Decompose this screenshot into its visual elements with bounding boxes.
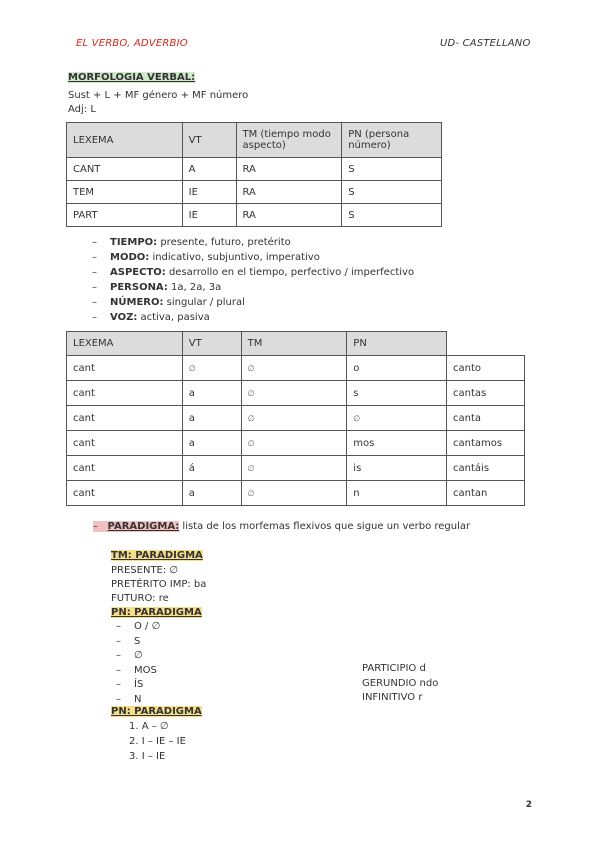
table-row (67, 356, 525, 381)
table-cell: cant (67, 456, 183, 481)
participio: PARTICIPIO d (362, 663, 426, 674)
null-morpheme: ∅ (347, 406, 447, 431)
table-cell: cant (67, 431, 183, 456)
category-text: indicativo, subjuntivo, imperativo (149, 252, 320, 263)
infinitivo: INFINITIVO r (362, 692, 423, 703)
pn-paradigma-title (111, 606, 202, 620)
null-morpheme: ∅ (241, 456, 347, 481)
table-cell: mos (347, 431, 447, 456)
table-cell: s (347, 381, 447, 406)
table-cell: cant (67, 481, 183, 506)
table-header-cell: PN (347, 332, 447, 356)
null-morpheme: ∅ (241, 356, 347, 381)
list-item: – MOS (116, 664, 160, 679)
null-morpheme: ∅ (182, 356, 241, 381)
table-header-cell: TM (241, 332, 347, 356)
table-row (67, 381, 525, 406)
table-cell: a (182, 431, 241, 456)
table-cell: A (182, 158, 236, 181)
list-item: – O / ∅ (116, 620, 160, 635)
table-cell: cantas (447, 381, 525, 406)
table-header-cell: VT (182, 332, 241, 356)
table-cell: S (342, 158, 442, 181)
category-label: TIEMPO: (110, 237, 158, 248)
paradigma-definition (93, 520, 470, 534)
gerundio: GERUNDIO ndo (362, 678, 439, 689)
tm-paradigma-title-text: TM: PARADIGMA (111, 550, 203, 561)
table-row (67, 406, 525, 431)
table-cell: cant (67, 381, 183, 406)
table-row (67, 456, 525, 481)
tm-paradigma-title (111, 549, 203, 563)
table-row (67, 481, 525, 506)
table-row (67, 431, 525, 456)
table-cell: a (182, 481, 241, 506)
null-morpheme: ∅ (241, 381, 347, 406)
lexema-table (66, 122, 442, 227)
header-subject: UD- CASTELLANO (440, 38, 531, 49)
dash-marker: – (93, 521, 108, 532)
category-label: NÚMERO: (110, 297, 164, 308)
table-header-cell: PN (persona número) (342, 123, 442, 158)
list-item: 2. I – IE – IE (129, 736, 186, 747)
list-item (92, 235, 414, 250)
pn-paradigma-list (116, 620, 160, 707)
table-cell: PART (67, 204, 183, 227)
table-header-row (67, 123, 442, 158)
list-item: – S (116, 635, 160, 650)
header-title: EL VERBO, ADVERBIO (76, 38, 188, 49)
table-row (67, 204, 442, 227)
table-cell: IE (182, 204, 236, 227)
table-cell: cantamos (447, 431, 525, 456)
table-cell: TEM (67, 181, 183, 204)
tm-futuro: FUTURO: re (111, 593, 169, 604)
category-text: desarrollo en el tiempo, perfectivo / imperfectivo (165, 267, 415, 278)
table-cell: S (342, 181, 442, 204)
table-cell: cantan (447, 481, 525, 506)
table-header-cell: LEXEMA (67, 123, 183, 158)
tm-preterito: PRETÉRITO IMP: ba (111, 579, 207, 590)
table-cell: n (347, 481, 447, 506)
table-cell: RA (236, 204, 342, 227)
formula-sust: Sust + L + MF género + MF número (68, 90, 249, 101)
list-item: – ∅ (116, 649, 160, 664)
table-cell: canto (447, 356, 525, 381)
table-header-cell: TM (tiempo modo aspecto) (236, 123, 342, 158)
table-cell: cant (67, 406, 183, 431)
list-item (92, 310, 414, 325)
formula-adj: Adj: L (68, 104, 96, 115)
table-cell: S (342, 204, 442, 227)
paradigma-text: lista de los morfemas flexivos que sigue un verbo regular (179, 521, 471, 532)
table-cell: cant (67, 356, 183, 381)
table-row (67, 181, 442, 204)
table-cell: a (182, 381, 241, 406)
category-text: presente, futuro, pretérito (157, 237, 291, 248)
list-item: – ÍS (116, 678, 160, 693)
null-morpheme: ∅ (241, 431, 347, 456)
category-label: VOZ: (110, 312, 138, 323)
table-cell: IE (182, 181, 236, 204)
category-label: MODO: (110, 252, 150, 263)
table-cell: RA (236, 181, 342, 204)
tm-presente: PRESENTE: ∅ (111, 565, 179, 576)
verb-categories-list (92, 235, 414, 325)
category-label: ASPECTO: (110, 267, 166, 278)
table-cell: o (347, 356, 447, 381)
category-label: PERSONA: (110, 282, 168, 293)
section-title (68, 71, 195, 85)
list-item (92, 265, 414, 280)
category-text: activa, pasiva (137, 312, 210, 323)
table-header-cell: LEXEMA (67, 332, 183, 356)
table-cell: canta (447, 406, 525, 431)
list-item (92, 250, 414, 265)
table-cell: RA (236, 158, 342, 181)
pn-paradigma-title-text: PN: PARADIGMA (111, 607, 202, 618)
table-cell: CANT (67, 158, 183, 181)
table-cell: is (347, 456, 447, 481)
page-number: 2 (525, 800, 532, 810)
section-title-text: MORFOLOGIA VERBAL: (68, 72, 196, 83)
pn-paradigma-title-2-text: PN: PARADIGMA (111, 706, 202, 717)
table-header-row (67, 332, 525, 356)
null-morpheme: ∅ (241, 481, 347, 506)
table-cell: a (182, 406, 241, 431)
category-text: singular / plural (163, 297, 245, 308)
table-cell: á (182, 456, 241, 481)
list-item: 3. I – IE (129, 751, 166, 762)
table-header-blank (447, 332, 525, 356)
list-item (92, 295, 414, 310)
null-morpheme: ∅ (241, 406, 347, 431)
list-item: – N (116, 693, 160, 708)
conjugation-table (66, 331, 525, 506)
list-item: 1. A – ∅ (129, 721, 169, 732)
pn-paradigma-title-2 (111, 705, 202, 719)
paradigma-label: PARADIGMA: (107, 521, 180, 532)
table-cell: cantáis (447, 456, 525, 481)
list-item (92, 280, 414, 295)
category-text: 1a, 2a, 3a (167, 282, 222, 293)
table-row (67, 158, 442, 181)
table-header-cell: VT (182, 123, 236, 158)
